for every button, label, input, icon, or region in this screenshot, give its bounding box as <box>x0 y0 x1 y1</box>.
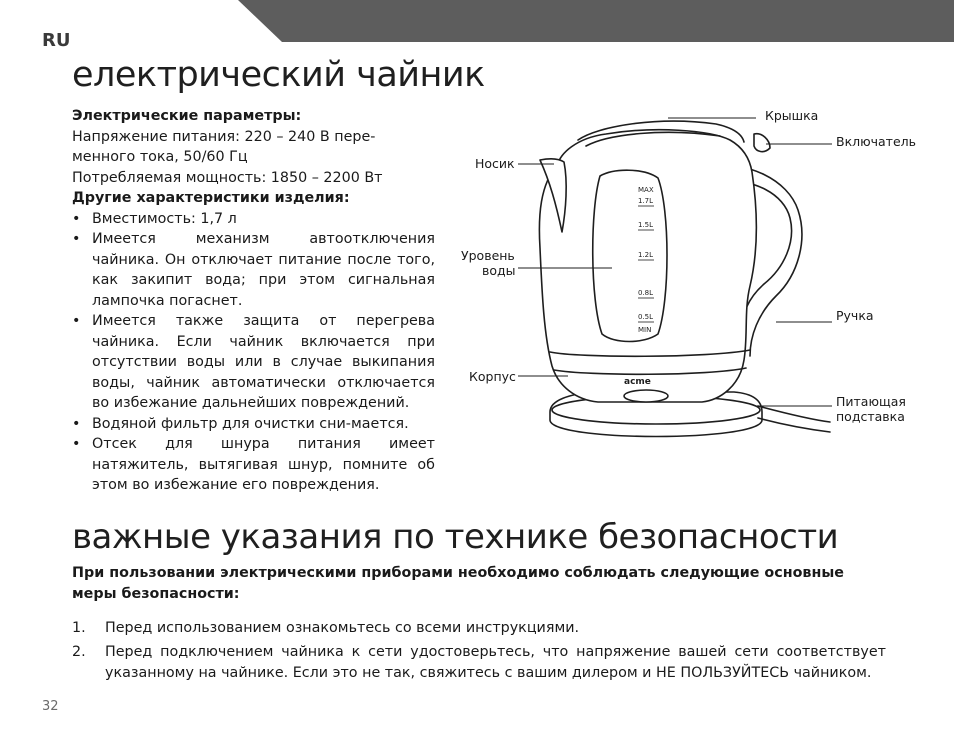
specs-column <box>72 106 435 496</box>
label-body: Корпус <box>469 369 516 384</box>
list-item: • Имеется механизм автоотключения чайника. Он отключает питание после того, как закипит вода; при этом сигнальная лампочка погаснет. <box>72 229 435 311</box>
label-water-level-2: воды <box>482 263 516 278</box>
voltage-text: Напряжение питания: 220 – 240 В пере-менного тока, 50/60 Гц <box>72 128 376 165</box>
scale-1-7-label: 1.7L <box>638 197 654 205</box>
power-text: Потребляемая мощность: 1850 – 2200 Вт <box>72 169 383 186</box>
label-base-2: подставка <box>836 409 905 424</box>
list-item: • Имеется также защита от перегрева чайника. Если чайник включается при отсутствии воды или в случае выкипания воды, чайник автоматически отключается во избежание дальнейших повреждений. <box>72 311 435 414</box>
language-code: RU <box>42 30 71 51</box>
list-item <box>72 642 886 685</box>
scale-0-5-label: 0.5L <box>638 313 654 321</box>
step-number: 1. <box>72 620 86 636</box>
label-water-level-1: Уровень <box>461 248 515 263</box>
safety-intro: При пользовании электрическими приборами необходимо соблюдать следующие основные меры безопасности: <box>72 565 844 602</box>
scale-1-5-label: 1.5L <box>638 221 654 229</box>
other-specs-heading: Другие характеристики изделия: <box>72 190 350 206</box>
list-item <box>72 618 886 640</box>
list-item: • Отсек для шнура питания имеет натяжитель, вытягивая шнур, помните об этом во избежание его повреждения. <box>72 434 435 496</box>
scale-min-label: MIN <box>638 326 652 334</box>
scale-1-2-label: 1.2L <box>638 251 654 259</box>
list-item: • Вместимость: 1,7 л <box>72 209 435 230</box>
list-item: • Водяной фильтр для очистки сни-мается. <box>72 414 435 435</box>
kettle-diagram <box>458 100 954 460</box>
step-text: Перед использованием ознакомьтесь со всеми инструкциями. <box>105 620 580 636</box>
specs-bullet-list <box>72 209 435 496</box>
electrical-params-heading: Электрические параметры: <box>72 108 302 124</box>
brand-logo: acme <box>624 377 651 387</box>
header-band <box>0 0 954 42</box>
page-number: 32 <box>42 699 59 714</box>
label-base-1: Питающая <box>836 394 906 409</box>
label-spout: Носик <box>475 156 515 171</box>
safety-steps-list <box>72 618 886 687</box>
section-title-safety: важные указания по технике безопасности <box>72 517 839 557</box>
scale-0-8-label: 0.8L <box>638 289 654 297</box>
label-lid: Крышка <box>765 108 819 123</box>
step-number: 2. <box>72 643 86 660</box>
section-title-kettle: електрический чайник <box>72 55 485 95</box>
label-handle: Ручка <box>836 308 874 323</box>
step-text: Перед подключением чайника к сети удостоверьтесь, что напряжение вашей сети соответствует указанному на чайнике. Если это не так, свяжитесь с вашим дилером и НЕ ПОЛЬЗУЙТЕСЬ чайником. <box>105 643 886 681</box>
scale-max-label: MAX <box>638 186 654 194</box>
label-switch: Включатель <box>836 134 917 149</box>
